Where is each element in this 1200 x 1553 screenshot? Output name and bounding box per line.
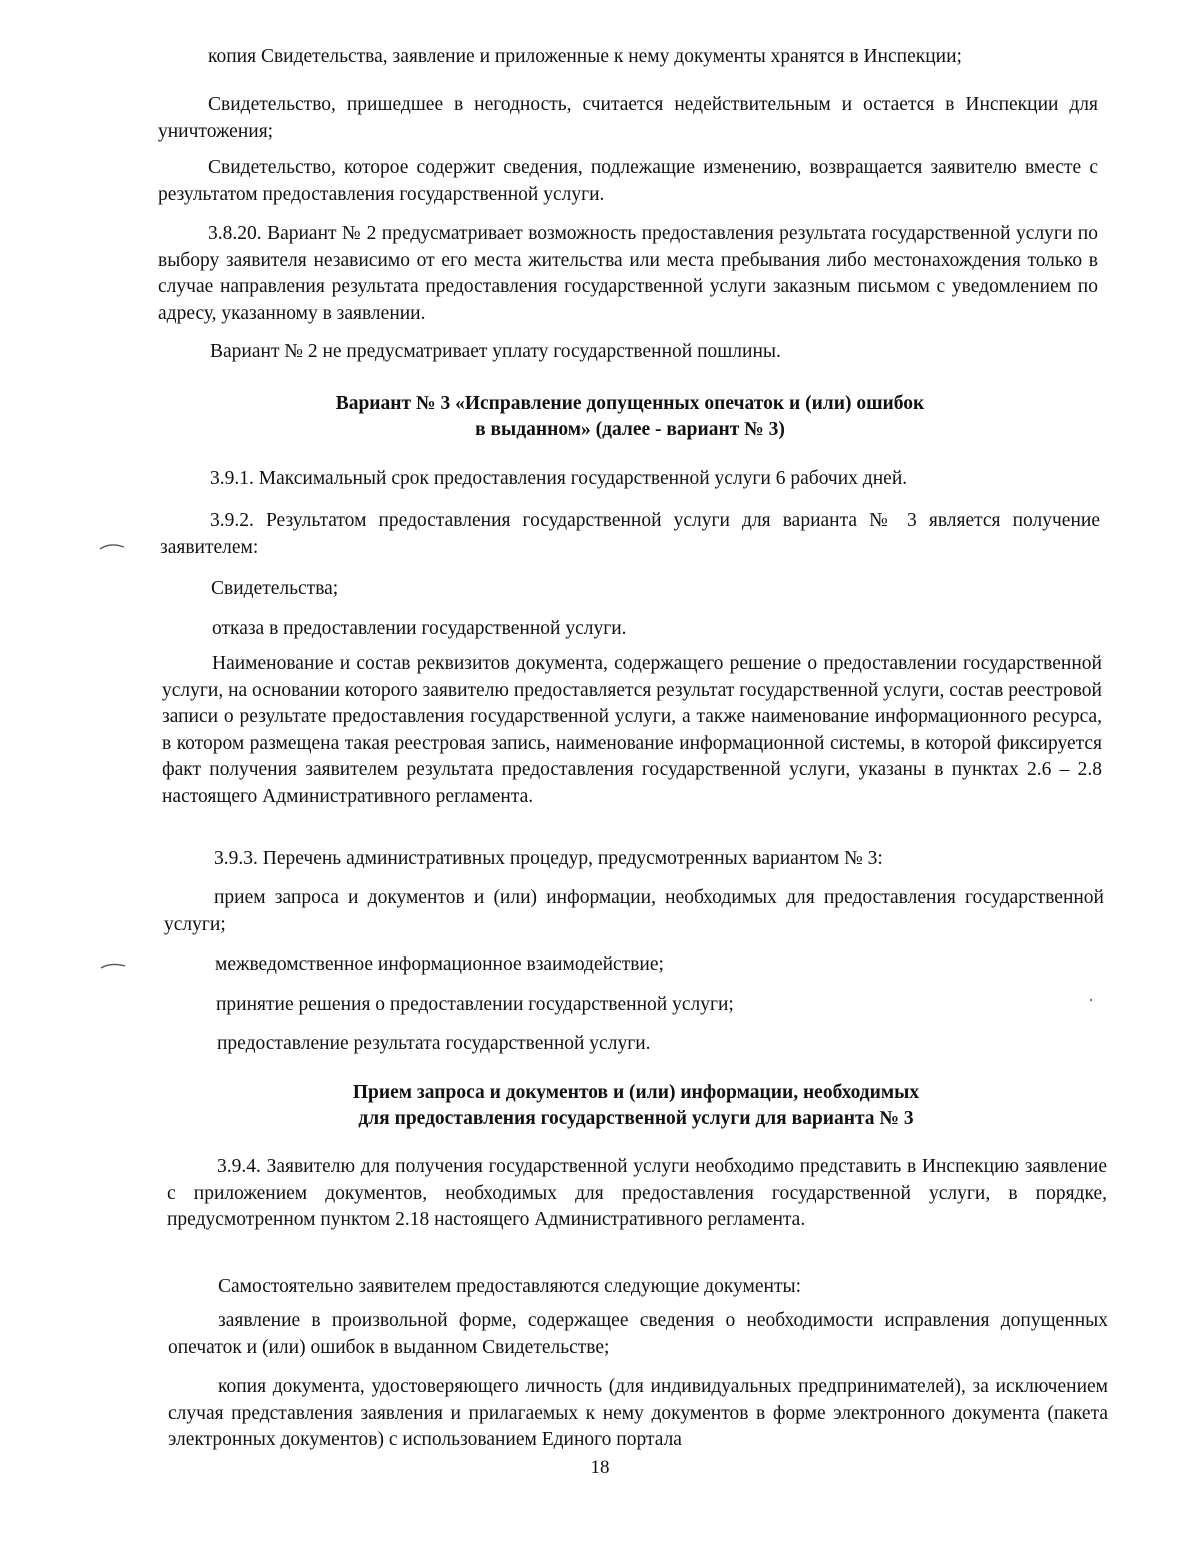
scan-mark [98, 540, 128, 552]
section-heading [160, 391, 1100, 443]
paragraph: копия документа, удостоверяющего личность (для индивидуальных предпринимателей), за исключением случая представления заявления и прилагаемых к нему документов в форме электронного документа (пакета электронных документов) с использованием Единого портала [168, 1376, 1108, 1450]
paragraph: предоставление результата государственной услуги. [217, 1033, 651, 1054]
paragraph: прием запроса и документов и (или) информации, необходимых для предоставления государственной услуги; [164, 887, 1104, 935]
paragraph: копия Свидетельства, заявление и приложенные к нему документы хранятся в Инспекции; [208, 46, 962, 67]
scan-mark [99, 960, 129, 972]
paragraph: 3.9.2. Результатом предоставления государственной услуги для варианта № 3 является получение заявителем: [160, 510, 1100, 558]
heading-line: Вариант № 3 «Исправление допущенных опечаток и (или) ошибок [335, 393, 925, 414]
paragraph: 3.9.3. Перечень административных процедур, предусмотренных вариантом № 3: [214, 848, 883, 869]
section-heading [166, 1080, 1106, 1132]
page-number: 18 [590, 1457, 610, 1478]
heading-line: в выданном» (далее - вариант № 3) [475, 419, 785, 440]
paragraph: Вариант № 2 не предусматривает уплату государственной пошлины. [210, 341, 781, 362]
paragraph: Наименование и состав реквизитов документа, содержащего решение о предоставлении государственной услуги, на основании которого заявителю предоставляется результат государственной услуги, состав реестровой записи о результате предоставления государственной услуги, а также наименование информационного ресурса, в котором размещена такая реестровая запись, наименование информационной системы, в которой фиксируется факт получения заявителем результата предоставления государственной услуги, указаны в пунктах 2.6 – 2.8 настоящего Административного регламента. [162, 653, 1102, 807]
paragraph: 3.9.4. Заявителю для получения государственной услуги необходимо представить в Инспекцию заявление с приложением документов, необходимых для предоставления государственной услуги, в порядке, предусмотренном пунктом 2.18 настоящего Административного регламента. [167, 1156, 1107, 1230]
paragraph: Свидетельства; [211, 578, 339, 599]
paragraph: принятие решения о предоставлении государственной услуги; [216, 994, 734, 1015]
paragraph: межведомственное информационное взаимодействие; [215, 954, 664, 975]
paragraph: 3.8.20. Вариант № 2 предусматривает возможность предоставления результата государственной услуги по выбору заявителя независимо от его места жительства или места пребывания либо местонахождения только в случае направления результата предоставления государственной услуги заказным письмом с уведомлением по адресу, указанному в заявлении. [158, 223, 1098, 324]
paragraph: 3.9.1. Максимальный срок предоставления государственной услуги 6 рабочих дней. [210, 468, 908, 489]
paragraph: заявление в произвольной форме, содержащее сведения о необходимости исправления допущенных опечаток и (или) ошибок в выданном Свидетельстве; [168, 1310, 1108, 1358]
paragraph: Свидетельство, пришедшее в негодность, считается недействительным и остается в Инспекции для уничтожения; [158, 94, 1098, 142]
paragraph: Свидетельство, которое содержит сведения, подлежащие изменению, возвращается заявителю вместе с результатом предоставления государственной услуги. [158, 157, 1098, 205]
heading-line: Прием запроса и документов и (или) информации, необходимых [352, 1082, 920, 1103]
scan-dot [1088, 997, 1094, 1003]
heading-line: для предоставления государственной услуги для варианта № 3 [358, 1108, 914, 1129]
paragraph: Самостоятельно заявителем предоставляются следующие документы: [218, 1276, 801, 1297]
paragraph: отказа в предоставлении государственной услуги. [212, 618, 627, 639]
